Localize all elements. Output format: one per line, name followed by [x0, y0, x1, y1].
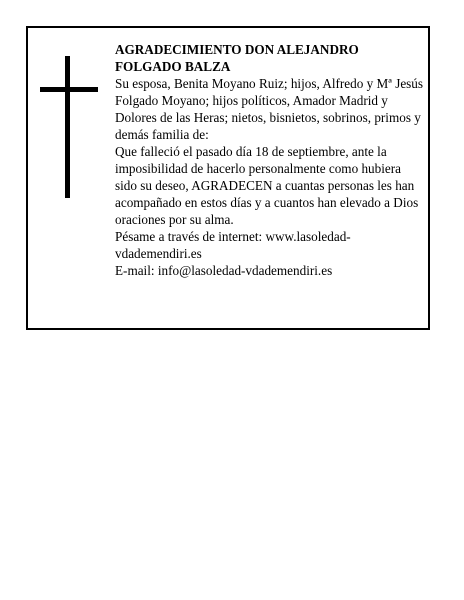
cross-horizontal-bar [40, 87, 98, 92]
cross-vertical-bar [65, 56, 70, 198]
message-paragraph: Que falleció el pasado día 18 de septiembre, ante la imposibilidad de hacerlo personalmente como hubiera sido su deseo, AGRADECEN a cuantas personas les han acompañado en estos días y a cuantos han elevado a Dios oraciones por su alma. [115, 144, 419, 227]
notice-title: AGRADECIMIENTO DON ALEJANDRO FOLGADO BALZA [115, 42, 359, 74]
cross-icon [40, 56, 98, 198]
contact-email: E-mail: info@lasoledad-vdademendiri.es [115, 263, 333, 278]
condolences-website: Pésame a través de internet: www.lasoledad-vdademendiri.es [115, 229, 351, 261]
family-paragraph: Su esposa, Benita Moyano Ruiz; hijos, Alfredo y Mª Jesús Folgado Moyano; hijos políticos, Amador Madrid y Dolores de las Heras; nietos, bisnietos, sobrinos, primos y demás familia de: [115, 76, 424, 142]
notice-content [115, 41, 425, 279]
obituary-notice [26, 26, 430, 330]
